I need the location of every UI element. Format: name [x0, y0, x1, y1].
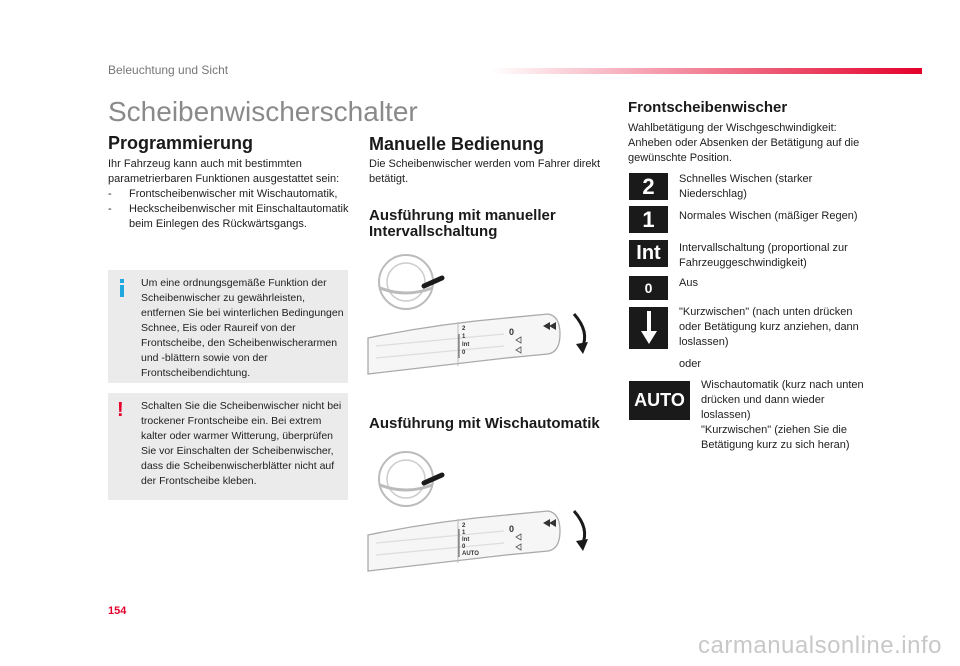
auto-description-line: Wischautomatik (kurz nach unten drücken und dann wieder loslassen) [701, 379, 864, 421]
svg-text:0: 0 [509, 524, 515, 534]
warning-icon: ! [117, 399, 124, 421]
interval-symbol: Int [629, 240, 668, 267]
wiper-stalk-illustration-manual [366, 250, 596, 378]
stalk-label: AUTO [462, 551, 479, 557]
stalk-label: 0 [462, 544, 466, 550]
stalk-label: 0 [462, 350, 466, 356]
speed-1-description: Normales Wischen (mäßiger Regen) [679, 210, 858, 222]
watermark: carmanualsonline.info [698, 632, 942, 659]
stalk-label: 1 [462, 334, 466, 340]
stalk-label: Int [462, 537, 470, 543]
stalk-label: Int [462, 342, 470, 348]
stalk-label: 2 [462, 523, 466, 529]
down-arrow-symbol [629, 307, 668, 349]
auto-symbol: AUTO [629, 381, 690, 420]
speed-2-symbol: 2 [629, 173, 668, 200]
or-text: oder [679, 358, 702, 370]
programming-heading: Programmierung [108, 133, 254, 153]
front-wiper-intro: Wahlbetätigung der Wischgeschwindigkeit: Anheben oder Absenken der Betätigung auf die gewünschte Position. [628, 122, 860, 164]
front-wiper-heading: Frontscheibenwischer [628, 99, 788, 116]
interval-description: Intervallschaltung (proportional zur Fahrzeuggeschwindigkeit) [679, 242, 848, 269]
page-title: Scheibenwischerschalter [108, 96, 418, 127]
warning-note-text: Schalten Sie die Scheibenwischer nicht bei trockener Frontscheibe ein. Bei extrem kalter oder warmer Witterung, überprüfen Sie vor Einschalten der Scheibenwischer, dass die Scheibenwischerblätter nicht auf der Frontscheibe kleben. [141, 400, 342, 487]
stalk-label: 1 [462, 530, 466, 536]
manual-text: Die Scheibenwischer werden vom Fahrer direkt betätigt. [369, 158, 601, 185]
off-symbol: 0 [629, 276, 668, 300]
programming-list [108, 187, 353, 232]
pulse-wipe-description: "Kurzwischen" (nach unten drücken oder Betätigung kurz anziehen, dann loslassen) [679, 306, 859, 348]
page-number: 154 [108, 605, 127, 617]
manual-interval-heading: Ausführung mit manueller Intervallschaltung [369, 207, 556, 240]
down-arrow-icon [640, 311, 658, 345]
list-item: - Frontscheibenwischer mit Wischautomatik, [108, 187, 353, 202]
info-icon [116, 279, 128, 297]
svg-text:0: 0 [509, 327, 515, 337]
list-item: - Heckscheibenwischer mit Einschaltautomatik beim Einlegen des Rückwärtsgangs. [108, 202, 353, 232]
wiper-stalk-illustration-auto [366, 447, 596, 575]
off-description: Aus [679, 277, 698, 289]
auto-description [701, 378, 866, 453]
programming-intro: Ihr Fahrzeug kann auch mit bestimmten parametrierbaren Funktionen ausgestattet sein: [108, 158, 340, 185]
auto-description-line: "Kurzwischen" (ziehen Sie die Betätigung kurz zu sich heran) [701, 424, 850, 451]
manual-auto-heading: Ausführung mit Wischautomatik [369, 415, 600, 432]
stalk-label: 2 [462, 326, 466, 332]
section-header: Beleuchtung und Sicht [108, 63, 229, 77]
speed-2-description: Schnelles Wischen (starker Niederschlag) [679, 173, 813, 200]
manual-heading: Manuelle Bedienung [369, 134, 545, 154]
header-accent-bar [490, 68, 922, 74]
speed-1-symbol: 1 [629, 206, 668, 233]
info-note-text: Um eine ordnungsgemäße Funktion der Scheibenwischer zu gewährleisten, entfernen Sie bei winterlichen Bedingungen Schnee, Eis oder Raureif von der Frontscheibe, den Scheibenwischerarmen und -blättern sowie von der Frontscheibendichtung. [141, 277, 344, 379]
